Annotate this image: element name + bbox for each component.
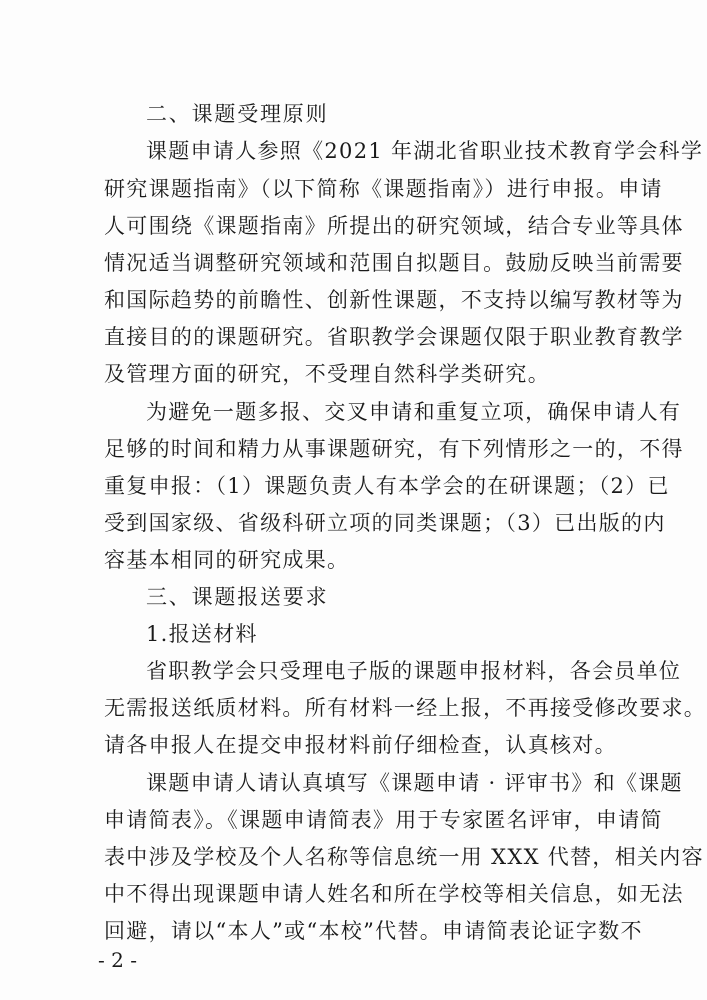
paragraph-line: 人可围绕《课题指南》所提出的研究领域，结合专业等具体 bbox=[104, 214, 684, 238]
paragraph-line: 情况适当调整研究领域和范围自拟题目。鼓励反映当前需要 bbox=[104, 251, 684, 275]
page-number: - 2 - bbox=[98, 948, 137, 972]
paragraph-line: 表中涉及学校及个人名称等信息统一用 XXX 代替，相关内容 bbox=[104, 845, 704, 869]
paragraph-line: 直接目的的课题研究。省职教学会课题仅限于职业教育教学 bbox=[104, 325, 684, 349]
section-heading-acceptance-principles: 二、课题受理原则 bbox=[146, 102, 329, 126]
subsection-heading-materials: 1.报送材料 bbox=[146, 622, 258, 646]
paragraph-line: 请各申报人在提交申报材料前仔细检查，认真核对。 bbox=[104, 733, 617, 757]
paragraph-line: 重复申报：（1）课题负责人有本学会的在研课题；（2）已 bbox=[104, 474, 670, 498]
paragraph-line: 容基本相同的研究成果。 bbox=[104, 548, 350, 572]
paragraph-line: 回避，请以“本人”或“本校”代替。申请简表论证字数不 bbox=[104, 919, 643, 943]
paragraph-line: 和国际趋势的前瞻性、创新性课题，不支持以编写教材等为 bbox=[104, 288, 684, 312]
paragraph-line: 及管理方面的研究，不受理自然科学类研究。 bbox=[104, 362, 550, 386]
paragraph-line: 无需报送纸质材料。所有材料一经上报，不再接受修改要求。 bbox=[104, 696, 707, 720]
paragraph-line: 受到国家级、省级科研立项的同类课题；（3）已出版的内 bbox=[104, 511, 666, 535]
paragraph-line: 课题申请人参照《2021 年湖北省职业技术教育学会科学 bbox=[146, 139, 704, 163]
paragraph-line: 足够的时间和精力从事课题研究，有下列情形之一的，不得 bbox=[104, 437, 684, 461]
paragraph-line: 研究课题指南》（以下简称《课题指南》）进行申报。申请 bbox=[104, 177, 663, 201]
paragraph-line: 申请简表》。《课题申请简表》用于专家匿名评审，申请简 bbox=[104, 808, 663, 832]
section-heading-submission-requirements: 三、课题报送要求 bbox=[146, 585, 329, 609]
paragraph-line: 中不得出现课题申请人姓名和所在学校等相关信息，如无法 bbox=[104, 882, 684, 906]
paragraph-line: 课题申请人请认真填写《课题申请 · 评审书》和《课题 bbox=[146, 771, 683, 795]
paragraph-line: 省职教学会只受理电子版的课题申报材料，各会员单位 bbox=[146, 659, 682, 683]
paragraph-line: 为避免一题多报、交叉申请和重复立项，确保申请人有 bbox=[146, 400, 682, 424]
